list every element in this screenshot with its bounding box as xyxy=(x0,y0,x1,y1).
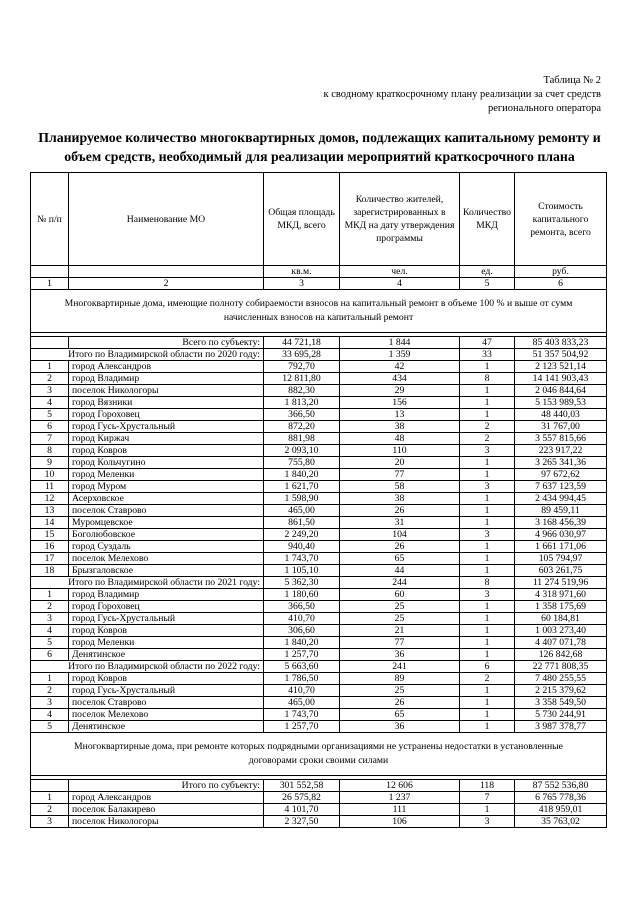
residents-cell: 36 xyxy=(340,721,460,733)
count-cell: 2 xyxy=(460,673,515,685)
col-number: 6 xyxy=(515,278,607,290)
residents-cell: 26 xyxy=(340,505,460,517)
area-cell: 1 180,60 xyxy=(264,589,340,601)
municipality-name: город Гусь-Хрустальный xyxy=(69,685,264,697)
section-header-row xyxy=(31,290,607,333)
cost-cell: 1 661 171,06 xyxy=(515,541,607,553)
residents-cell: 77 xyxy=(340,469,460,481)
count-cell: 1 xyxy=(460,397,515,409)
col-header-number: № п/п xyxy=(31,173,69,266)
count-cell: 118 xyxy=(460,780,515,792)
residents-cell: 25 xyxy=(340,601,460,613)
table-row xyxy=(31,433,607,445)
row-number: 9 xyxy=(31,457,69,469)
table-row xyxy=(31,541,607,553)
residents-cell: 1 237 xyxy=(340,792,460,804)
row-number: 7 xyxy=(31,433,69,445)
count-cell: 1 xyxy=(460,361,515,373)
col-number: 1 xyxy=(31,278,69,290)
municipality-name: город Кольчугино xyxy=(69,457,264,469)
table-row xyxy=(31,804,607,816)
count-cell: 1 xyxy=(460,613,515,625)
area-cell: 26 575,82 xyxy=(264,792,340,804)
municipality-name: город Александров xyxy=(69,361,264,373)
table-row xyxy=(31,469,607,481)
count-cell: 1 xyxy=(460,721,515,733)
municipality-name: город Меленки xyxy=(69,637,264,649)
row-number: 5 xyxy=(31,637,69,649)
count-cell: 1 xyxy=(460,553,515,565)
row-number: 16 xyxy=(31,541,69,553)
table-row xyxy=(31,649,607,661)
area-cell: 366,50 xyxy=(264,601,340,613)
area-cell: 2 249,20 xyxy=(264,529,340,541)
row-number: 6 xyxy=(31,421,69,433)
count-cell: 8 xyxy=(460,373,515,385)
total-label: Итого по Владимирской области по 2022 году: xyxy=(31,661,264,673)
municipality-name: город Владимир xyxy=(69,373,264,385)
count-cell: 2 xyxy=(460,433,515,445)
residents-cell: 241 xyxy=(340,661,460,673)
cost-cell: 7 637 123,59 xyxy=(515,481,607,493)
residents-cell: 21 xyxy=(340,625,460,637)
residents-cell: 106 xyxy=(340,816,460,828)
count-cell: 1 xyxy=(460,385,515,397)
count-cell: 1 xyxy=(460,409,515,421)
cost-cell: 48 440,03 xyxy=(515,409,607,421)
area-cell: 465,00 xyxy=(264,697,340,709)
residents-cell: 13 xyxy=(340,409,460,421)
municipality-name: поселок Мелехово xyxy=(69,553,264,565)
table-row xyxy=(31,565,607,577)
cost-cell: 3 557 815,66 xyxy=(515,433,607,445)
row-number: 3 xyxy=(31,613,69,625)
area-cell: 1 840,20 xyxy=(264,637,340,649)
municipality-name: город Ковров xyxy=(69,673,264,685)
col-header-area: Общая площадь МКД, всего xyxy=(264,173,340,266)
row-number: 4 xyxy=(31,397,69,409)
total-label: Итого по Владимирской области по 2021 году: xyxy=(31,577,264,589)
count-cell: 3 xyxy=(460,529,515,541)
cost-cell: 223 917,22 xyxy=(515,445,607,457)
row-number: 15 xyxy=(31,529,69,541)
count-cell: 1 xyxy=(460,541,515,553)
municipality-name: Денятинское xyxy=(69,721,264,733)
residents-cell: 58 xyxy=(340,481,460,493)
cost-cell: 1 358 175,69 xyxy=(515,601,607,613)
cost-cell: 2 046 844,64 xyxy=(515,385,607,397)
row-number: 11 xyxy=(31,481,69,493)
count-cell: 1 xyxy=(460,565,515,577)
area-cell: 1 598,90 xyxy=(264,493,340,505)
count-cell: 1 xyxy=(460,804,515,816)
table-row xyxy=(31,709,607,721)
table-row xyxy=(31,553,607,565)
total-row xyxy=(31,661,607,673)
residents-cell: 111 xyxy=(340,804,460,816)
row-number: 2 xyxy=(31,804,69,816)
cost-cell: 1 003 273,40 xyxy=(515,625,607,637)
area-cell: 306,60 xyxy=(264,625,340,637)
count-cell: 1 xyxy=(460,457,515,469)
cost-cell: 418 959,01 xyxy=(515,804,607,816)
row-number xyxy=(31,780,69,792)
table-row xyxy=(31,385,607,397)
count-cell: 1 xyxy=(460,685,515,697)
row-number: 1 xyxy=(31,361,69,373)
municipality-name: город Гусь-Хрустальный xyxy=(69,613,264,625)
count-cell: 1 xyxy=(460,493,515,505)
row-number: 4 xyxy=(31,625,69,637)
area-cell: 881,98 xyxy=(264,433,340,445)
area-cell: 1 743,70 xyxy=(264,553,340,565)
residents-cell: 156 xyxy=(340,397,460,409)
cost-cell: 97 672,62 xyxy=(515,469,607,481)
count-cell: 1 xyxy=(460,625,515,637)
municipality-name: Боголюбовское xyxy=(69,529,264,541)
area-cell: 4 101,70 xyxy=(264,804,340,816)
area-cell: 44 721,18 xyxy=(264,337,340,349)
column-numbers-row xyxy=(31,278,607,290)
total-label: Итого по Владимирской области по 2020 году: xyxy=(31,349,264,361)
row-number: 10 xyxy=(31,469,69,481)
unit-cell: руб. xyxy=(515,266,607,278)
row-number: 17 xyxy=(31,553,69,565)
residents-cell: 36 xyxy=(340,649,460,661)
row-number: 8 xyxy=(31,445,69,457)
table-row xyxy=(31,601,607,613)
unit-cell: ед. xyxy=(460,266,515,278)
area-cell: 1 105,10 xyxy=(264,565,340,577)
cost-cell: 51 357 504,92 xyxy=(515,349,607,361)
residents-cell: 42 xyxy=(340,361,460,373)
table-row xyxy=(31,493,607,505)
area-cell: 1 257,70 xyxy=(264,721,340,733)
municipality-name: город Меленки xyxy=(69,469,264,481)
cost-cell: 5 153 989,53 xyxy=(515,397,607,409)
row-number: 1 xyxy=(31,792,69,804)
municipality-name: поселок Мелехово xyxy=(69,709,264,721)
section-title: Многоквартирные дома, при ремонте которых подрядными организациями не устранены недостатки в установленные договорами сроки своими силами xyxy=(31,733,607,776)
col-number: 5 xyxy=(460,278,515,290)
count-cell: 33 xyxy=(460,349,515,361)
data-table xyxy=(30,172,607,828)
area-cell: 1 840,20 xyxy=(264,469,340,481)
area-cell: 1 743,70 xyxy=(264,709,340,721)
section-header-row xyxy=(31,733,607,776)
area-cell: 755,80 xyxy=(264,457,340,469)
table-row xyxy=(31,792,607,804)
cost-cell: 31 767,00 xyxy=(515,421,607,433)
table-row xyxy=(31,421,607,433)
area-cell: 872,20 xyxy=(264,421,340,433)
residents-cell: 89 xyxy=(340,673,460,685)
table-row xyxy=(31,529,607,541)
residents-cell: 1 359 xyxy=(340,349,460,361)
municipality-name: город Гороховец xyxy=(69,409,264,421)
row-number: 4 xyxy=(31,709,69,721)
residents-cell: 20 xyxy=(340,457,460,469)
cost-cell: 22 771 808,35 xyxy=(515,661,607,673)
residents-cell: 244 xyxy=(340,577,460,589)
count-cell: 1 xyxy=(460,601,515,613)
col-header-count: Количество МКД xyxy=(460,173,515,266)
municipality-name: город Суздаль xyxy=(69,541,264,553)
cost-cell: 3 358 549,50 xyxy=(515,697,607,709)
total-row xyxy=(31,349,607,361)
row-number: 2 xyxy=(31,373,69,385)
table-caption xyxy=(324,74,602,116)
area-cell: 410,70 xyxy=(264,613,340,625)
area-cell: 1 786,50 xyxy=(264,673,340,685)
col-header-name: Наименование МО xyxy=(69,173,264,266)
area-cell: 366,50 xyxy=(264,409,340,421)
document-title xyxy=(30,128,609,166)
cost-cell: 3 265 341,36 xyxy=(515,457,607,469)
table-row xyxy=(31,625,607,637)
municipality-name: город Александров xyxy=(69,792,264,804)
table-row xyxy=(31,589,607,601)
table-row xyxy=(31,637,607,649)
municipality-name: поселок Балакирево xyxy=(69,804,264,816)
cost-cell: 3 168 456,39 xyxy=(515,517,607,529)
row-number: 1 xyxy=(31,589,69,601)
units-row xyxy=(31,266,607,278)
cost-cell: 60 184,81 xyxy=(515,613,607,625)
municipality-name: поселок Ставрово xyxy=(69,505,264,517)
row-number: 2 xyxy=(31,685,69,697)
residents-cell: 26 xyxy=(340,697,460,709)
municipality-name: город Муром xyxy=(69,481,264,493)
unit-cell: чел. xyxy=(340,266,460,278)
residents-cell: 60 xyxy=(340,589,460,601)
title-line-2: объем средств, необходимый для реализации мероприятий краткосрочного плана xyxy=(64,149,575,164)
cost-cell: 5 730 244,91 xyxy=(515,709,607,721)
row-number: 1 xyxy=(31,673,69,685)
col-number: 3 xyxy=(264,278,340,290)
table-row xyxy=(31,613,607,625)
municipality-name: Денятинское xyxy=(69,649,264,661)
cost-cell: 3 987 378,77 xyxy=(515,721,607,733)
residents-cell: 110 xyxy=(340,445,460,457)
cost-cell: 2 123 521,14 xyxy=(515,361,607,373)
row-number: 2 xyxy=(31,601,69,613)
residents-cell: 1 844 xyxy=(340,337,460,349)
area-cell: 792,70 xyxy=(264,361,340,373)
municipality-name: Асерховское xyxy=(69,493,264,505)
count-cell: 6 xyxy=(460,661,515,673)
area-cell: 1 813,20 xyxy=(264,397,340,409)
table-row xyxy=(31,361,607,373)
count-cell: 1 xyxy=(460,517,515,529)
cost-cell: 35 763,02 xyxy=(515,816,607,828)
cost-cell: 85 403 833,23 xyxy=(515,337,607,349)
residents-cell: 25 xyxy=(340,685,460,697)
cost-cell: 2 434 994,45 xyxy=(515,493,607,505)
col-number: 4 xyxy=(340,278,460,290)
cost-cell: 7 480 255,55 xyxy=(515,673,607,685)
table-number: Таблица № 2 xyxy=(543,75,601,86)
table-row xyxy=(31,373,607,385)
row-number: 3 xyxy=(31,385,69,397)
table-row xyxy=(31,816,607,828)
area-cell: 2 327,50 xyxy=(264,816,340,828)
col-header-residents: Количество жителей, зарегистрированных в МКД на дату утверждения программы xyxy=(340,173,460,266)
residents-cell: 29 xyxy=(340,385,460,397)
municipality-name: поселок Никологоры xyxy=(69,385,264,397)
cost-cell: 2 215 379,62 xyxy=(515,685,607,697)
table-row xyxy=(31,685,607,697)
row-number: 12 xyxy=(31,493,69,505)
area-cell: 33 695,28 xyxy=(264,349,340,361)
municipality-name: город Ковров xyxy=(69,625,264,637)
section-title: Многоквартирные дома, имеющие полноту собираемости взносов на капитальный ремонт в объеме 100 % и выше от сумм начисленных взносов на капитальный ремонт xyxy=(31,290,607,333)
municipality-name: город Ковров xyxy=(69,445,264,457)
row-number: 13 xyxy=(31,505,69,517)
table-row xyxy=(31,697,607,709)
row-number: 14 xyxy=(31,517,69,529)
count-cell: 1 xyxy=(460,649,515,661)
table-row xyxy=(31,445,607,457)
area-cell: 5 663,60 xyxy=(264,661,340,673)
residents-cell: 65 xyxy=(340,553,460,565)
area-cell: 861,50 xyxy=(264,517,340,529)
table-row xyxy=(31,517,607,529)
row-number: 3 xyxy=(31,816,69,828)
count-cell: 3 xyxy=(460,816,515,828)
cost-cell: 14 141 903,43 xyxy=(515,373,607,385)
municipality-name: город Вязники xyxy=(69,397,264,409)
unit-cell: кв.м. xyxy=(264,266,340,278)
municipality-name: город Киржач xyxy=(69,433,264,445)
total-row xyxy=(31,780,607,792)
table-reference: к сводному краткосрочному плану реализации за счет средств xyxy=(323,89,601,100)
municipality-name: город Гусь-Хрустальный xyxy=(69,421,264,433)
count-cell: 47 xyxy=(460,337,515,349)
total-row xyxy=(31,577,607,589)
municipality-name: поселок Ставрово xyxy=(69,697,264,709)
residents-cell: 25 xyxy=(340,613,460,625)
municipality-name: город Гороховец xyxy=(69,601,264,613)
count-cell: 1 xyxy=(460,709,515,721)
row-number: 5 xyxy=(31,409,69,421)
row-number: 6 xyxy=(31,649,69,661)
residents-cell: 48 xyxy=(340,433,460,445)
count-cell: 1 xyxy=(460,697,515,709)
title-line-1: Планируемое количество многоквартирных домов, подлежащих капитальному ремонту и xyxy=(38,130,601,145)
municipality-name: город Владимир xyxy=(69,589,264,601)
count-cell: 3 xyxy=(460,481,515,493)
area-cell: 1 257,70 xyxy=(264,649,340,661)
table-row xyxy=(31,397,607,409)
table-row xyxy=(31,481,607,493)
residents-cell: 434 xyxy=(340,373,460,385)
row-number: 18 xyxy=(31,565,69,577)
table-reference-cont: регионального оператора xyxy=(487,103,601,114)
area-cell: 5 362,30 xyxy=(264,577,340,589)
residents-cell: 31 xyxy=(340,517,460,529)
cost-cell: 87 552 536,80 xyxy=(515,780,607,792)
table-row xyxy=(31,409,607,421)
area-cell: 940,40 xyxy=(264,541,340,553)
table-row xyxy=(31,673,607,685)
area-cell: 882,30 xyxy=(264,385,340,397)
cost-cell: 4 966 030,97 xyxy=(515,529,607,541)
area-cell: 12 811,80 xyxy=(264,373,340,385)
residents-cell: 77 xyxy=(340,637,460,649)
municipality-name: Брызгаловское xyxy=(69,565,264,577)
residents-cell: 38 xyxy=(340,493,460,505)
count-cell: 1 xyxy=(460,469,515,481)
municipality-name: Муромцевское xyxy=(69,517,264,529)
residents-cell: 44 xyxy=(340,565,460,577)
cost-cell: 126 842,68 xyxy=(515,649,607,661)
residents-cell: 26 xyxy=(340,541,460,553)
area-cell: 301 552,58 xyxy=(264,780,340,792)
area-cell: 410,70 xyxy=(264,685,340,697)
area-cell: 465,00 xyxy=(264,505,340,517)
col-number: 2 xyxy=(69,278,264,290)
area-cell: 2 093,10 xyxy=(264,445,340,457)
row-number: 5 xyxy=(31,721,69,733)
total-row xyxy=(31,337,607,349)
cost-cell: 603 261,75 xyxy=(515,565,607,577)
cost-cell: 89 459,11 xyxy=(515,505,607,517)
residents-cell: 104 xyxy=(340,529,460,541)
row-number xyxy=(31,337,69,349)
residents-cell: 12 606 xyxy=(340,780,460,792)
table-row xyxy=(31,457,607,469)
col-header-cost: Стоимость капитального ремонта, всего xyxy=(515,173,607,266)
municipality-name: поселок Никологоры xyxy=(69,816,264,828)
unit-cell xyxy=(31,266,69,278)
total-label: Всего по субъекту: xyxy=(69,337,264,349)
table-row xyxy=(31,505,607,517)
cost-cell: 4 407 071,78 xyxy=(515,637,607,649)
total-label: Итого по субъекту: xyxy=(69,780,264,792)
unit-cell xyxy=(69,266,264,278)
cost-cell: 4 318 971,60 xyxy=(515,589,607,601)
residents-cell: 65 xyxy=(340,709,460,721)
count-cell: 3 xyxy=(460,589,515,601)
cost-cell: 6 765 778,36 xyxy=(515,792,607,804)
count-cell: 1 xyxy=(460,505,515,517)
row-number: 3 xyxy=(31,697,69,709)
count-cell: 3 xyxy=(460,445,515,457)
cost-cell: 105 794,97 xyxy=(515,553,607,565)
residents-cell: 38 xyxy=(340,421,460,433)
table-body xyxy=(31,290,607,828)
cost-cell: 11 274 519,96 xyxy=(515,577,607,589)
count-cell: 8 xyxy=(460,577,515,589)
count-cell: 2 xyxy=(460,421,515,433)
table-row xyxy=(31,721,607,733)
count-cell: 1 xyxy=(460,637,515,649)
area-cell: 1 621,70 xyxy=(264,481,340,493)
count-cell: 7 xyxy=(460,792,515,804)
